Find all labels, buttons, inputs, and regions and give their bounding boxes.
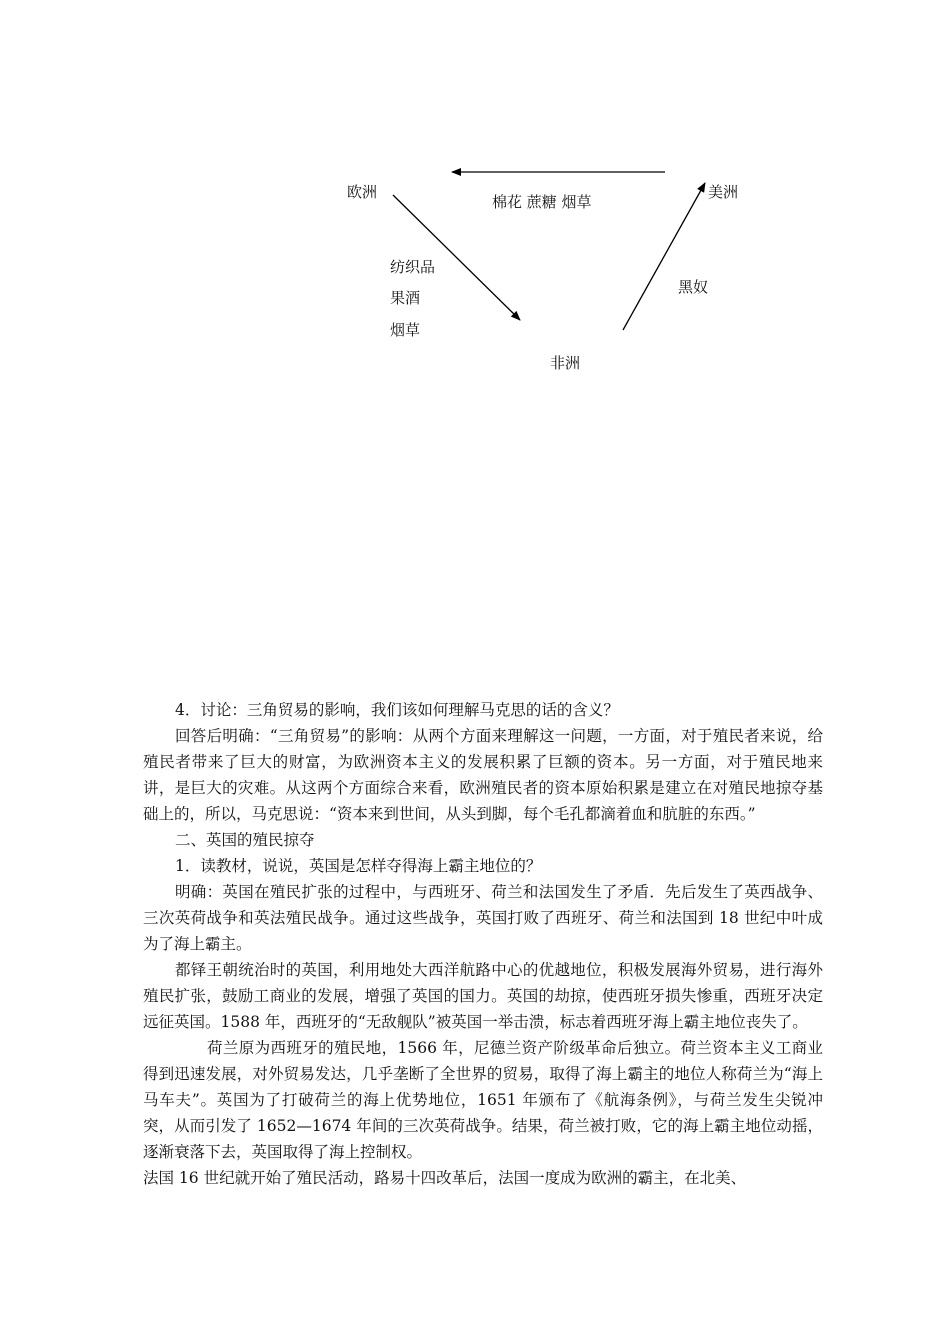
triangular-trade-diagram <box>0 0 950 420</box>
arrow-africa-to-america <box>623 183 705 330</box>
goods-europe-to-africa-3: 烟草 <box>390 321 421 339</box>
reading-question: 1．读教材，说说，英国是怎样夺得海上霸主地位的？ <box>175 857 542 875</box>
body-text <box>143 697 823 1191</box>
france-paragraph: 法国 16 世纪就开始了殖民活动，路易十四改革后，法国一度成为欧洲的霸主，在北美、 <box>143 1169 747 1187</box>
netherlands-paragraph: 荷兰原为西班牙的殖民地，1566 年，尼德兰资产阶级革命后独立。荷兰资本主义工商业得到迅速发展，对外贸易发达，几乎垄断了全世界的贸易，取得了海上霸主的地位人称荷兰为“海上马车夫”。英国为了打破荷兰的海上优势地位，1651 年颁布了《航海条例》，与荷兰发生尖锐冲突，从而引发了 1652—1674 年间的三次英荷战争。结果，荷兰被打败，它的海上霸主地位动摇，逐渐衰落下去，英国取得了海上控制权。 <box>143 1039 823 1161</box>
tudor-paragraph: 都铎王朝统治时的英国，利用地处大西洋航路中心的优越地位，积极发展海外贸易，进行海外殖民扩张，鼓励工商业的发展，增强了英国的国力。英国的劫掠，使西班牙损失惨重，西班牙决定远征英国。1588 年，西班牙的“无敌舰队”被英国一举击溃，标志着西班牙海上霸主地位丧失了。 <box>143 961 823 1031</box>
trade-arrows <box>0 0 950 420</box>
answer-paragraph: 回答后明确：“三角贸易”的影响：从两个方面来理解这一问题，一方面，对于殖民者来说，给殖民者带来了巨大的财富，为欧洲资本主义的发展积累了巨额的资本。另一方面，对于殖民地来讲，是巨大的灾难。从这两个方面综合来看，欧洲殖民者的资本原始积累是建立在对殖民地掠夺基础上的，所以，马克思说：“资本来到世间，从头到脚，每个毛孔都滴着血和肮脏的东西。” <box>143 727 823 823</box>
clarification-paragraph: 明确：英国在殖民扩张的过程中，与西班牙、荷兰和法国发生了矛盾．先后发生了英西战争、三次英荷战争和英法殖民战争。通过这些战争，英国打败了西班牙、荷兰和法国到 18 世纪中叶成为了海上霸主。 <box>143 883 823 953</box>
node-america: 美洲 <box>708 183 739 201</box>
node-europe: 欧洲 <box>347 183 378 201</box>
goods-europe-to-africa-1: 纺织品 <box>390 258 436 276</box>
section-heading: 二、英国的殖民掠夺 <box>175 831 315 849</box>
node-africa: 非洲 <box>550 354 581 372</box>
discussion-question: 4．讨论：三角贸易的影响，我们该如何理解马克思的话的含义？ <box>175 701 619 719</box>
goods-africa-to-america: 黑奴 <box>678 278 709 296</box>
goods-europe-to-africa-2: 果酒 <box>390 289 421 307</box>
goods-america-to-europe: 棉花 蔗糖 烟草 <box>492 193 592 211</box>
